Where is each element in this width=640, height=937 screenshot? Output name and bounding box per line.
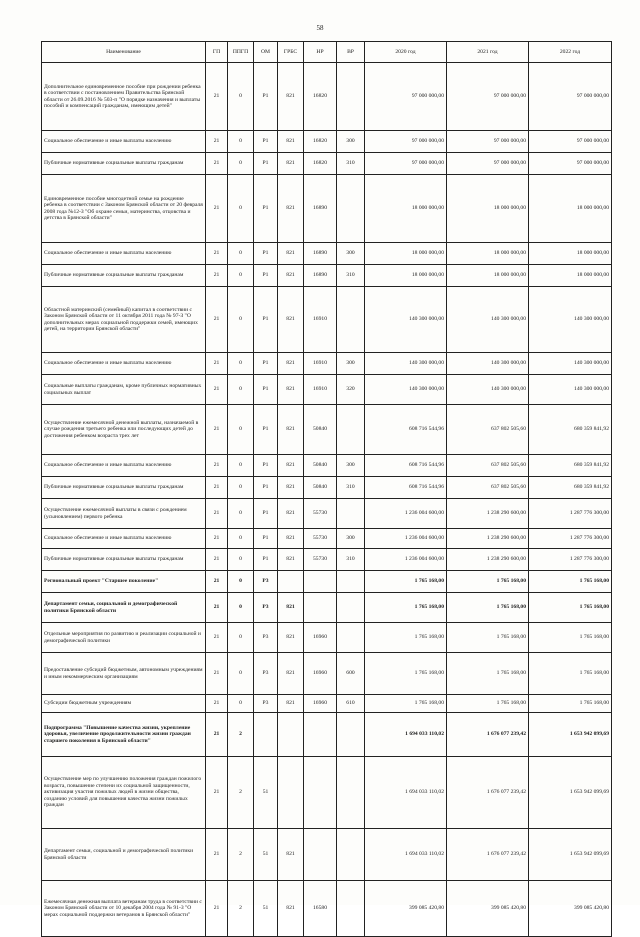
cell-np: 16910: [304, 353, 337, 375]
cell-pgp: 0: [228, 265, 254, 287]
cell-om: P1: [254, 265, 278, 287]
cell-2020: 608 716 544,96: [365, 405, 447, 455]
cell-np: 50840: [304, 455, 337, 477]
cell-gp: 21: [206, 623, 228, 653]
table-row: [42, 549, 612, 571]
cell-om: 51: [254, 757, 278, 829]
cell-om: P1: [254, 131, 278, 153]
cell-pgp: 0: [228, 131, 254, 153]
cell-pgp: 0: [228, 477, 254, 499]
cell-2020: 1 765 168,00: [365, 653, 447, 695]
cell-vr: 300: [337, 131, 365, 153]
table-row: [42, 375, 612, 405]
cell-2020: 608 716 544,96: [365, 477, 447, 499]
cell-np: 16890: [304, 243, 337, 265]
cell-gp: 21: [206, 287, 228, 353]
cell-om: 51: [254, 829, 278, 881]
cell-name: Ежемесячная денежная выплата ветеранам труда в соответствии с Законом Брянской области от 10 декабря 2004 года № 91-З "О мерах социальной поддержки ветеранов в Брянской области": [42, 881, 206, 937]
cell-2021: 18 000 000,00: [447, 243, 529, 265]
cell-2022: 1 287 776 300,00: [529, 529, 612, 549]
cell-2021: 1 676 077 239,42: [447, 829, 529, 881]
cell-2022: 140 300 000,00: [529, 287, 612, 353]
cell-2022: 18 000 000,00: [529, 175, 612, 243]
cell-2020: 1 765 168,00: [365, 571, 447, 593]
cell-gp: 21: [206, 175, 228, 243]
cell-2021: 1 238 290 600,00: [447, 499, 529, 529]
cell-2020: 608 716 544,96: [365, 455, 447, 477]
cell-name: Публичные нормативные социальные выплаты гражданам: [42, 477, 206, 499]
cell-gp: 21: [206, 881, 228, 937]
cell-grbs: 821: [278, 477, 304, 499]
cell-2021: 140 300 000,00: [447, 375, 529, 405]
cell-2022: 140 300 000,00: [529, 375, 612, 405]
cell-2021: 637 802 505,60: [447, 405, 529, 455]
cell-np: [304, 713, 337, 757]
table-row: [42, 653, 612, 695]
cell-2021: 1 765 168,00: [447, 623, 529, 653]
cell-np: 16820: [304, 63, 337, 131]
cell-pgp: 0: [228, 549, 254, 571]
table-row: [42, 757, 612, 829]
cell-2022: 18 000 000,00: [529, 265, 612, 287]
cell-pgp: 2: [228, 829, 254, 881]
cell-vr: 310: [337, 153, 365, 175]
cell-name: Социальное обеспечение и иные выплаты населению: [42, 243, 206, 265]
cell-2022: 680 359 841,92: [529, 455, 612, 477]
cell-2021: 637 802 505,60: [447, 477, 529, 499]
cell-grbs: [278, 713, 304, 757]
table-row: [42, 287, 612, 353]
cell-om: P3: [254, 653, 278, 695]
cell-om: P1: [254, 455, 278, 477]
cell-2022: 1 765 168,00: [529, 623, 612, 653]
cell-grbs: 821: [278, 499, 304, 529]
cell-np: 16890: [304, 265, 337, 287]
header-np: НР: [304, 42, 337, 63]
cell-2022: 1 653 942 099,69: [529, 713, 612, 757]
cell-np: 16910: [304, 375, 337, 405]
cell-vr: [337, 829, 365, 881]
cell-grbs: 821: [278, 353, 304, 375]
cell-gp: 21: [206, 477, 228, 499]
cell-grbs: 821: [278, 63, 304, 131]
cell-2020: 1 765 168,00: [365, 695, 447, 713]
cell-2022: 140 300 000,00: [529, 353, 612, 375]
cell-grbs: 821: [278, 153, 304, 175]
cell-pgp: 2: [228, 757, 254, 829]
cell-grbs: 821: [278, 829, 304, 881]
cell-pgp: 0: [228, 353, 254, 375]
cell-2020: 18 000 000,00: [365, 243, 447, 265]
header-2022: 2022 год: [529, 42, 612, 63]
cell-om: P1: [254, 477, 278, 499]
header-grbs: ГРБС: [278, 42, 304, 63]
cell-pgp: 2: [228, 713, 254, 757]
cell-om: P3: [254, 571, 278, 593]
header-om: ОМ: [254, 42, 278, 63]
header-pgp: ППГП: [228, 42, 254, 63]
cell-2020: 140 300 000,00: [365, 353, 447, 375]
cell-om: P1: [254, 549, 278, 571]
cell-vr: 300: [337, 243, 365, 265]
cell-grbs: 821: [278, 593, 304, 623]
cell-gp: 21: [206, 153, 228, 175]
cell-np: 50840: [304, 477, 337, 499]
cell-grbs: 821: [278, 265, 304, 287]
table-row: [42, 695, 612, 713]
cell-pgp: 0: [228, 287, 254, 353]
cell-2022: 97 000 000,00: [529, 63, 612, 131]
cell-pgp: 0: [228, 153, 254, 175]
cell-grbs: 821: [278, 375, 304, 405]
cell-grbs: [278, 571, 304, 593]
cell-vr: 320: [337, 375, 365, 405]
table-row: [42, 243, 612, 265]
cell-gp: 21: [206, 499, 228, 529]
cell-om: P1: [254, 499, 278, 529]
cell-2021: 1 238 290 600,00: [447, 529, 529, 549]
header-vr: ВР: [337, 42, 365, 63]
cell-gp: 21: [206, 593, 228, 623]
cell-om: P1: [254, 405, 278, 455]
cell-2021: 1 676 077 239,42: [447, 713, 529, 757]
cell-2021: 18 000 000,00: [447, 265, 529, 287]
cell-name: Единовременное пособие многодетной семье на рождение ребенка в соответствии с Законом Брянской области от 20 февраля 2008 года №12-З "Об охране семьи, материнства, отцовства и детства в Брянской области": [42, 175, 206, 243]
cell-pgp: 0: [228, 455, 254, 477]
cell-gp: 21: [206, 713, 228, 757]
cell-np: 16890: [304, 175, 337, 243]
cell-pgp: 0: [228, 243, 254, 265]
table-row: [42, 529, 612, 549]
cell-2022: 680 359 841,92: [529, 477, 612, 499]
cell-2020: 1 765 168,00: [365, 623, 447, 653]
cell-2022: 1 287 776 300,00: [529, 499, 612, 529]
header-name: Наименование: [42, 42, 206, 63]
cell-pgp: 0: [228, 405, 254, 455]
cell-pgp: 0: [228, 175, 254, 243]
cell-gp: 21: [206, 653, 228, 695]
cell-vr: 610: [337, 695, 365, 713]
header-2021: 2021 год: [447, 42, 529, 63]
cell-gp: 21: [206, 549, 228, 571]
cell-om: P3: [254, 623, 278, 653]
cell-2022: 1 653 942 099,69: [529, 829, 612, 881]
cell-2021: 97 000 000,00: [447, 63, 529, 131]
cell-gp: 21: [206, 695, 228, 713]
cell-2022: 1 765 168,00: [529, 653, 612, 695]
cell-name: Осуществление мер по улучшению положения граждан пожилого возраста, повышение степени их социальной защищенности, активизация участия пожилых людей в жизни общества, созданию условий для повышения качества жизни пожилых граждан: [42, 757, 206, 829]
cell-grbs: 821: [278, 287, 304, 353]
cell-2021: 97 000 000,00: [447, 131, 529, 153]
cell-vr: 310: [337, 477, 365, 499]
cell-vr: [337, 287, 365, 353]
table-row: [42, 63, 612, 131]
cell-2022: 1 765 168,00: [529, 593, 612, 623]
cell-gp: 21: [206, 353, 228, 375]
cell-np: [304, 593, 337, 623]
cell-vr: 600: [337, 653, 365, 695]
cell-2020: 140 300 000,00: [365, 375, 447, 405]
cell-vr: 300: [337, 529, 365, 549]
table-row: [42, 829, 612, 881]
cell-vr: [337, 63, 365, 131]
table-row: [42, 265, 612, 287]
cell-gp: 21: [206, 829, 228, 881]
cell-2021: 1 238 290 600,00: [447, 549, 529, 571]
cell-np: 16820: [304, 131, 337, 153]
cell-2021: 1 765 168,00: [447, 653, 529, 695]
cell-2020: 1 765 168,00: [365, 593, 447, 623]
cell-gp: 21: [206, 405, 228, 455]
cell-om: P3: [254, 695, 278, 713]
cell-om: P1: [254, 63, 278, 131]
cell-2022: 97 000 000,00: [529, 131, 612, 153]
cell-om: P1: [254, 243, 278, 265]
cell-pgp: 0: [228, 375, 254, 405]
cell-name: Социальное обеспечение и иные выплаты населению: [42, 455, 206, 477]
cell-np: [304, 571, 337, 593]
cell-name: Социальные выплаты гражданам, кроме публичных нормативных социальных выплат: [42, 375, 206, 405]
cell-name: Публичные нормативные социальные выплаты гражданам: [42, 153, 206, 175]
cell-2020: 18 000 000,00: [365, 265, 447, 287]
cell-2020: 1 694 033 110,02: [365, 757, 447, 829]
cell-np: 16820: [304, 153, 337, 175]
cell-gp: 21: [206, 63, 228, 131]
cell-pgp: 2: [228, 881, 254, 937]
cell-pgp: 0: [228, 63, 254, 131]
cell-gp: 21: [206, 243, 228, 265]
cell-gp: 21: [206, 757, 228, 829]
cell-grbs: 821: [278, 881, 304, 937]
cell-vr: [337, 175, 365, 243]
cell-om: P1: [254, 375, 278, 405]
cell-2021: 18 000 000,00: [447, 175, 529, 243]
cell-np: 16910: [304, 287, 337, 353]
cell-np: 16960: [304, 653, 337, 695]
cell-2020: 1 236 004 600,00: [365, 499, 447, 529]
table-row: [42, 593, 612, 623]
cell-2022: 1 287 776 300,00: [529, 549, 612, 571]
cell-np: 16960: [304, 623, 337, 653]
table-row: [42, 455, 612, 477]
table-row: [42, 175, 612, 243]
cell-np: 16960: [304, 695, 337, 713]
cell-om: P1: [254, 175, 278, 243]
cell-np: [304, 829, 337, 881]
cell-2021: 1 765 168,00: [447, 695, 529, 713]
table-row: [42, 713, 612, 757]
cell-gp: 21: [206, 375, 228, 405]
table-row: [42, 623, 612, 653]
cell-pgp: 0: [228, 499, 254, 529]
page-number: 58: [316, 24, 324, 32]
cell-gp: 21: [206, 529, 228, 549]
cell-gp: 21: [206, 571, 228, 593]
cell-vr: [337, 881, 365, 937]
cell-om: P1: [254, 529, 278, 549]
cell-2020: 97 000 000,00: [365, 153, 447, 175]
cell-om: 51: [254, 881, 278, 937]
cell-np: 55730: [304, 499, 337, 529]
cell-name: Социальное обеспечение и иные выплаты населению: [42, 529, 206, 549]
cell-2020: 97 000 000,00: [365, 131, 447, 153]
cell-2021: 399 085 420,80: [447, 881, 529, 937]
cell-name: Дополнительное единовременное пособие при рождении ребенка в соответствии с постановлением Правительства Брянской области от 26.09.2016 № 503-п "О порядке назначения и выплаты пособий и компенсаций гражданам, имеющим детей": [42, 63, 206, 131]
cell-vr: [337, 405, 365, 455]
cell-om: P1: [254, 153, 278, 175]
cell-2020: 1 236 004 600,00: [365, 529, 447, 549]
cell-np: 50840: [304, 405, 337, 455]
table-row: [42, 477, 612, 499]
cell-2020: 97 000 000,00: [365, 63, 447, 131]
cell-2020: 1 694 033 110,02: [365, 713, 447, 757]
cell-name: Осуществление ежемесячной выплаты в связи с рождением (усыновлением) первого ребенка: [42, 499, 206, 529]
table-row: [42, 353, 612, 375]
cell-2020: 18 000 000,00: [365, 175, 447, 243]
table-row: [42, 131, 612, 153]
cell-2021: 140 300 000,00: [447, 287, 529, 353]
cell-grbs: 821: [278, 529, 304, 549]
cell-2021: 97 000 000,00: [447, 153, 529, 175]
cell-grbs: 821: [278, 455, 304, 477]
header-2020: 2020 год: [365, 42, 447, 63]
cell-2022: 97 000 000,00: [529, 153, 612, 175]
cell-np: 16580: [304, 881, 337, 937]
cell-vr: [337, 499, 365, 529]
cell-2020: 1 236 004 600,00: [365, 549, 447, 571]
table-row: [42, 405, 612, 455]
cell-gp: 21: [206, 131, 228, 153]
cell-grbs: [278, 757, 304, 829]
cell-2022: 399 085 420,80: [529, 881, 612, 937]
cell-vr: 300: [337, 353, 365, 375]
cell-om: P1: [254, 287, 278, 353]
table-row: [42, 153, 612, 175]
cell-name: Департамент семьи, социальной и демографической политики Брянской области: [42, 829, 206, 881]
cell-grbs: 821: [278, 549, 304, 571]
cell-2022: 1 765 168,00: [529, 571, 612, 593]
cell-2021: 1 676 077 239,42: [447, 757, 529, 829]
cell-2022: 1 765 168,00: [529, 695, 612, 713]
cell-vr: [337, 757, 365, 829]
cell-gp: 21: [206, 265, 228, 287]
table-header-row: [42, 42, 612, 63]
cell-vr: [337, 571, 365, 593]
cell-name: Субсидии бюджетным учреждениям: [42, 695, 206, 713]
cell-grbs: 821: [278, 243, 304, 265]
cell-2021: 140 300 000,00: [447, 353, 529, 375]
cell-np: 55730: [304, 549, 337, 571]
cell-pgp: 0: [228, 653, 254, 695]
cell-2020: 399 085 420,80: [365, 881, 447, 937]
table-row: [42, 881, 612, 937]
cell-grbs: 821: [278, 695, 304, 713]
cell-grbs: 821: [278, 175, 304, 243]
cell-name: Осуществление ежемесячной денежной выплаты, назначаемой в случае рождения третьего ребенка или последующих детей до достижения ребенком возраста трех лет: [42, 405, 206, 455]
cell-grbs: 821: [278, 131, 304, 153]
cell-2021: 1 765 168,00: [447, 571, 529, 593]
cell-name: Региональный проект "Старшее поколение": [42, 571, 206, 593]
cell-gp: 21: [206, 455, 228, 477]
cell-2020: 1 694 033 110,02: [365, 829, 447, 881]
cell-name: Предоставление субсидий бюджетным, автономным учреждениям и иным некоммерческим организациям: [42, 653, 206, 695]
cell-name: Подпрограмма "Повышение качества жизни, укрепление здоровья, увеличение продолжительности жизни граждан старшего поколения в Брянской области": [42, 713, 206, 757]
table-row: [42, 499, 612, 529]
cell-2021: 637 802 505,60: [447, 455, 529, 477]
cell-om: P1: [254, 353, 278, 375]
cell-2020: 140 300 000,00: [365, 287, 447, 353]
cell-grbs: 821: [278, 623, 304, 653]
cell-vr: 310: [337, 549, 365, 571]
cell-np: 55730: [304, 529, 337, 549]
cell-name: Публичные нормативные социальные выплаты гражданам: [42, 549, 206, 571]
cell-vr: 310: [337, 265, 365, 287]
cell-pgp: 0: [228, 529, 254, 549]
cell-2022: 18 000 000,00: [529, 243, 612, 265]
cell-vr: [337, 713, 365, 757]
cell-2021: 1 765 168,00: [447, 593, 529, 623]
cell-np: [304, 757, 337, 829]
cell-om: [254, 713, 278, 757]
cell-name: Публичные нормативные социальные выплаты гражданам: [42, 265, 206, 287]
header-gp: ГП: [206, 42, 228, 63]
cell-grbs: 821: [278, 653, 304, 695]
cell-pgp: 0: [228, 571, 254, 593]
cell-name: Департамент семьи, социальной и демографической политики Брянской области: [42, 593, 206, 623]
cell-vr: 300: [337, 455, 365, 477]
cell-name: Социальное обеспечение и иные выплаты населению: [42, 353, 206, 375]
cell-pgp: 0: [228, 623, 254, 653]
cell-2022: 680 359 841,92: [529, 405, 612, 455]
cell-vr: [337, 623, 365, 653]
cell-grbs: 821: [278, 405, 304, 455]
cell-name: Областной материнский (семейный) капитал в соответствии с Законом Брянской области от 11 октября 2011 года № 97-З "О дополнительных мерах социальной поддержки семей, имеющих детей, на территории Брянской области": [42, 287, 206, 353]
cell-2022: 1 653 942 099,69: [529, 757, 612, 829]
cell-name: Отдельные мероприятия по развитию и реализации социальной и демографической политики: [42, 623, 206, 653]
budget-table: [41, 41, 612, 937]
table-row: [42, 571, 612, 593]
cell-vr: [337, 593, 365, 623]
cell-pgp: 0: [228, 695, 254, 713]
cell-om: P3: [254, 593, 278, 623]
cell-pgp: 0: [228, 593, 254, 623]
cell-name: Социальное обеспечение и иные выплаты населению: [42, 131, 206, 153]
